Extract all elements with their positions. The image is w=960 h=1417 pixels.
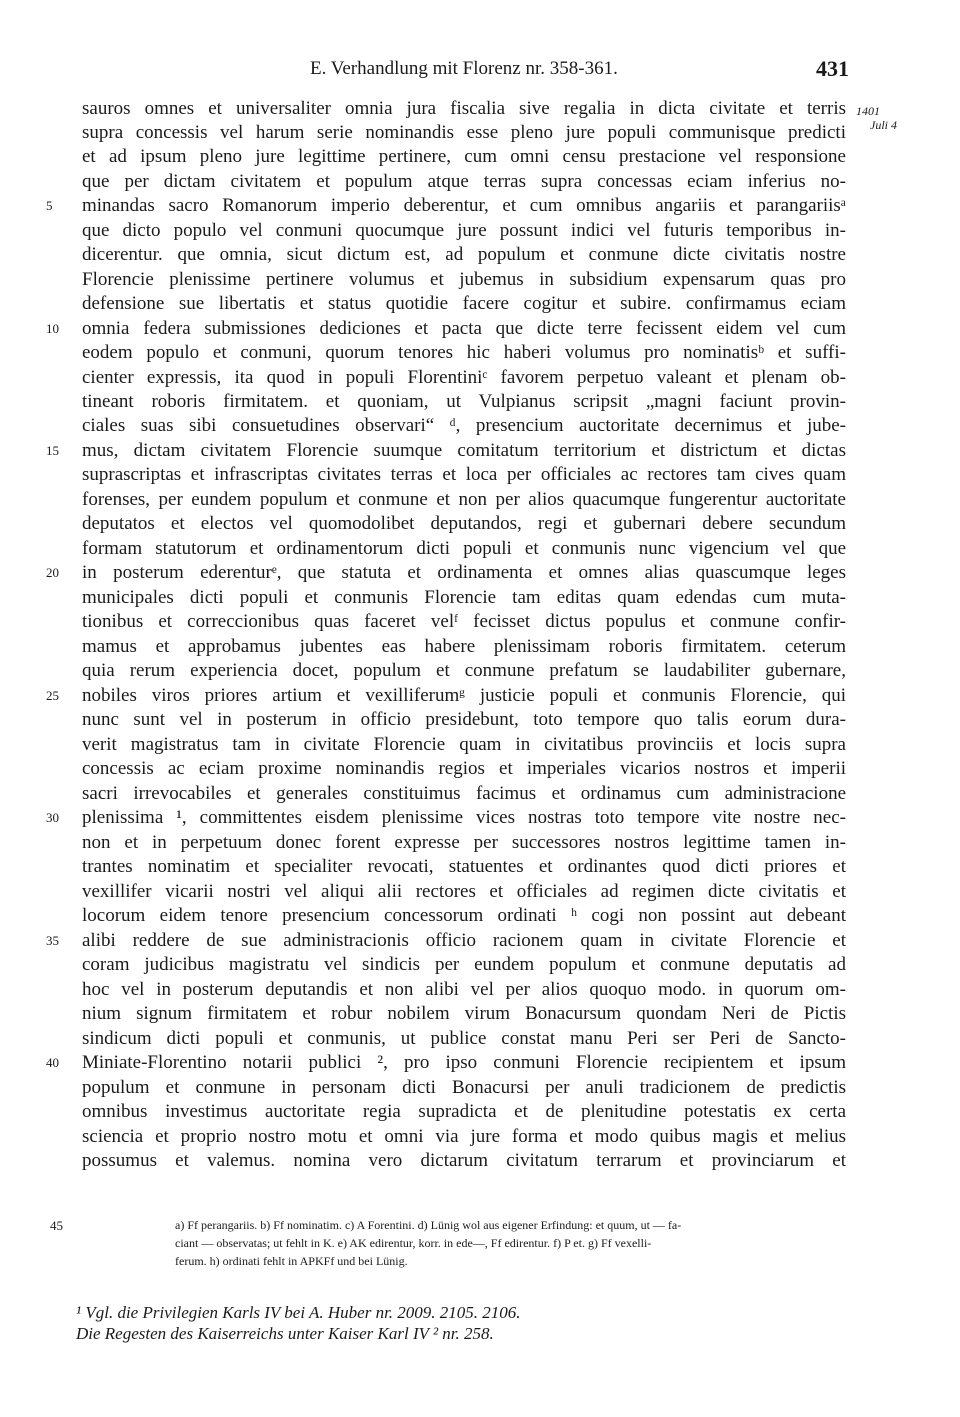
text-line: formam statutorum et ordinamentorum dicti populi et conmunis nunc vigencium vel que xyxy=(82,538,846,559)
text-line: omnia federa submissiones dediciones et pacta que dicte terre fecissent eidem vel cum xyxy=(82,318,846,339)
text-line xyxy=(82,1173,846,1197)
text-line: sacri irrevocabiles et generales constituimus facimus et ordinamus cum administracione xyxy=(82,783,846,804)
text-line: suprascriptas et infrascriptas civitates terras et loca per officiales ac rectores tam cives quam xyxy=(82,464,846,485)
textual-note: ciant — observatas; ut fehlt in K. e) AK edirentur, korr. in ede—, Ff edirentur. f) P et. g) Ff vexelli- xyxy=(175,1236,652,1250)
text-line: mamus et approbamus jubentes eas habere plenissimam roboris firmitatem. ceterum xyxy=(82,636,846,657)
footnote: ¹ Vgl. die Privilegien Karls IV bei A. Huber nr. 2009. 2105. 2106. xyxy=(76,1303,521,1322)
text-line: que per dictam civitatem et populum atque terras supra concessas eciam inferius no- xyxy=(82,171,846,192)
text-line: hoc vel in posterum deputandis et non alibi vel per alios quoquo modo. in quorum om- xyxy=(82,979,846,1000)
text-line: nium signum firmitatem et robur nobilem virum Bonacursum quondam Neri de Pictis xyxy=(82,1003,846,1024)
margin-year: 1401 xyxy=(856,104,880,118)
textual-note: a) Ff perangariis. b) Ff nominatim. c) A Forentini. d) Lünig wol aus eigener Erfindung: et quum, ut — fa- xyxy=(175,1218,682,1232)
text-line: nunc sunt vel in posterum in officio presidebunt, toto tempore quo talis eorum dura- xyxy=(82,709,846,730)
margin-date: Juli 4 xyxy=(870,118,897,132)
text-line: et ad ipsum pleno jure legittime pertinere, cum omni censu prestacione vel responsione xyxy=(82,146,846,167)
line-number: 40 xyxy=(46,1055,59,1070)
line-number: 35 xyxy=(46,933,59,948)
text-line: in posterum ederenturᵉ, que statuta et ordinamenta et omnes alias quascumque leges xyxy=(82,562,846,583)
text-line: Florencie plenissime pertinere volumus et jubemus in subsidium expensarum quas pro xyxy=(82,269,846,290)
text-line: supra concessis vel harum serie nominandis esse pleno jure populi communisque predicti xyxy=(82,122,846,143)
line-number: 10 xyxy=(46,321,59,336)
footnote: Die Regesten des Kaiserreichs unter Kaiser Karl IV ² nr. 258. xyxy=(76,1324,494,1343)
running-header xyxy=(0,50,960,90)
text-line: omnibus investimus auctoritate regia supradicta et de plenitudine potestatis ex certa xyxy=(82,1101,846,1122)
line-number: 15 xyxy=(46,443,59,458)
text-line: sindicum dicti populi et conmunis, ut publice constat manu Peri ser Peri de Sancto- xyxy=(82,1028,846,1049)
text-line: cienter expressis, ita quod in populi Florentiniᶜ favorem perpetuo valeant et plenam ob- xyxy=(82,367,846,388)
textual-note: ferum. h) ordinati fehlt in APKFf und bei Lünig. xyxy=(175,1254,408,1268)
text-line: alibi reddere de sue administracionis officio racionem quam in civitate Florencie et xyxy=(82,930,846,951)
text-line: concessis ac eciam proxime nominandis regios et imperiales vicarios nostros et imperii xyxy=(82,758,846,779)
text-line: municipales dicti populi et conmunis Florencie tam editas quam edendas cum muta- xyxy=(82,587,846,608)
line-number: 20 xyxy=(46,565,59,580)
text-line: tionibus et correccionibus quas faceret velᶠ fecisset dictus populus et conmune confir- xyxy=(82,611,846,632)
text-line: non et in perpetuum donec forent expresse per successores nostros legittime tamen in- xyxy=(82,832,846,853)
text-line: Miniate-Florentino notarii publici ², pro ipso conmuni Florencie recipientem et ipsum xyxy=(82,1052,846,1073)
text-line: deputatos et electos vel quomodolibet deputandos, regi et gubernari debere secundum xyxy=(82,513,846,534)
text-line: minandas sacro Romanorum imperio deberentur, et cum omnibus angariis et parangariisᵃ xyxy=(82,195,846,216)
text-line: que dicto populo vel conmuni quocumque jure possunt indici vel futuris temporibus in- xyxy=(82,220,846,241)
text-line: locorum eidem tenore presencium concessorum ordinati ʰ cogi non possint aut debeant xyxy=(82,905,846,926)
text-line: sciencia et proprio nostro motu et omni via jure forma et modo quibus magis et melius xyxy=(82,1126,846,1147)
text-line: vexillifer vicarii nostri vel aliqui alii rectores et officiales ad regimen dicte civitatis et xyxy=(82,881,846,902)
text-line: ciales suas sibi consuetudines observari“ ᵈ, presencium auctoritate decernimus et jube- xyxy=(82,415,846,436)
text-line: trantes nominatim et specialiter revocati, statuentes et ordinantes quod dicti priores et xyxy=(82,856,846,877)
text-line: populum et conmune in personam dicti Bonacursi per anuli tradicionem de predictis xyxy=(82,1077,846,1098)
text-line: quia rerum experiencia docet, populum et conmune prefatum se laudabiliter gubernare, xyxy=(82,660,846,681)
text-line: tineant roboris firmitatem. et quoniam, ut Vulpianus scripsit „magni faciunt provin- xyxy=(82,391,846,412)
text-line: possumus et valemus. nomina vero dictarum civitatum terrarum et provinciarum et xyxy=(82,1150,846,1171)
text-line: eodem populo et conmuni, quorum tenores hic haberi volumus pro nominatisᵇ et suffi- xyxy=(82,342,846,363)
text-line: forenses, per eundem populum et conmune et non per alios quacumque fungerentur auctoritate xyxy=(82,489,846,510)
text-line: nobiles viros priores artium et vexilliferumᵍ justicie populi et conmunis Florencie, qui xyxy=(82,685,846,706)
text-line: plenissima ¹, committentes eisdem plenissime vices nostras toto tempore vite nostre nec- xyxy=(82,807,846,828)
text-line: defensione sue libertatis et status quotidie facere cogitur et subire. confirmamus eciam xyxy=(82,293,846,314)
text-line: dicerentur. que omnia, sicut dictum est, ad populum et conmune dicte civitatis nostre xyxy=(82,244,846,265)
line-number: 30 xyxy=(46,810,59,825)
text-line: coram judicibus magistratu vel sindicis per eundem populum et conmune deputatis ad xyxy=(82,954,846,975)
running-title: E. Verhandlung mit Florenz nr. 358-361. xyxy=(310,58,618,79)
line-number: 45 xyxy=(50,1218,63,1233)
line-number: 25 xyxy=(46,688,59,703)
text-line: verit magistratus tam in civitate Florencie quam in civitatibus provinciis et locis supra xyxy=(82,734,846,755)
text-line: sauros omnes et universaliter omnia jura fiscalia sive regalia in dicta civitate et terris xyxy=(82,98,846,119)
line-number: 5 xyxy=(46,198,53,213)
text-line: mus, dictam civitatem Florencie suumque comitatum territorium et districtum et dictas xyxy=(82,440,846,461)
page-number: 431 xyxy=(816,56,849,81)
